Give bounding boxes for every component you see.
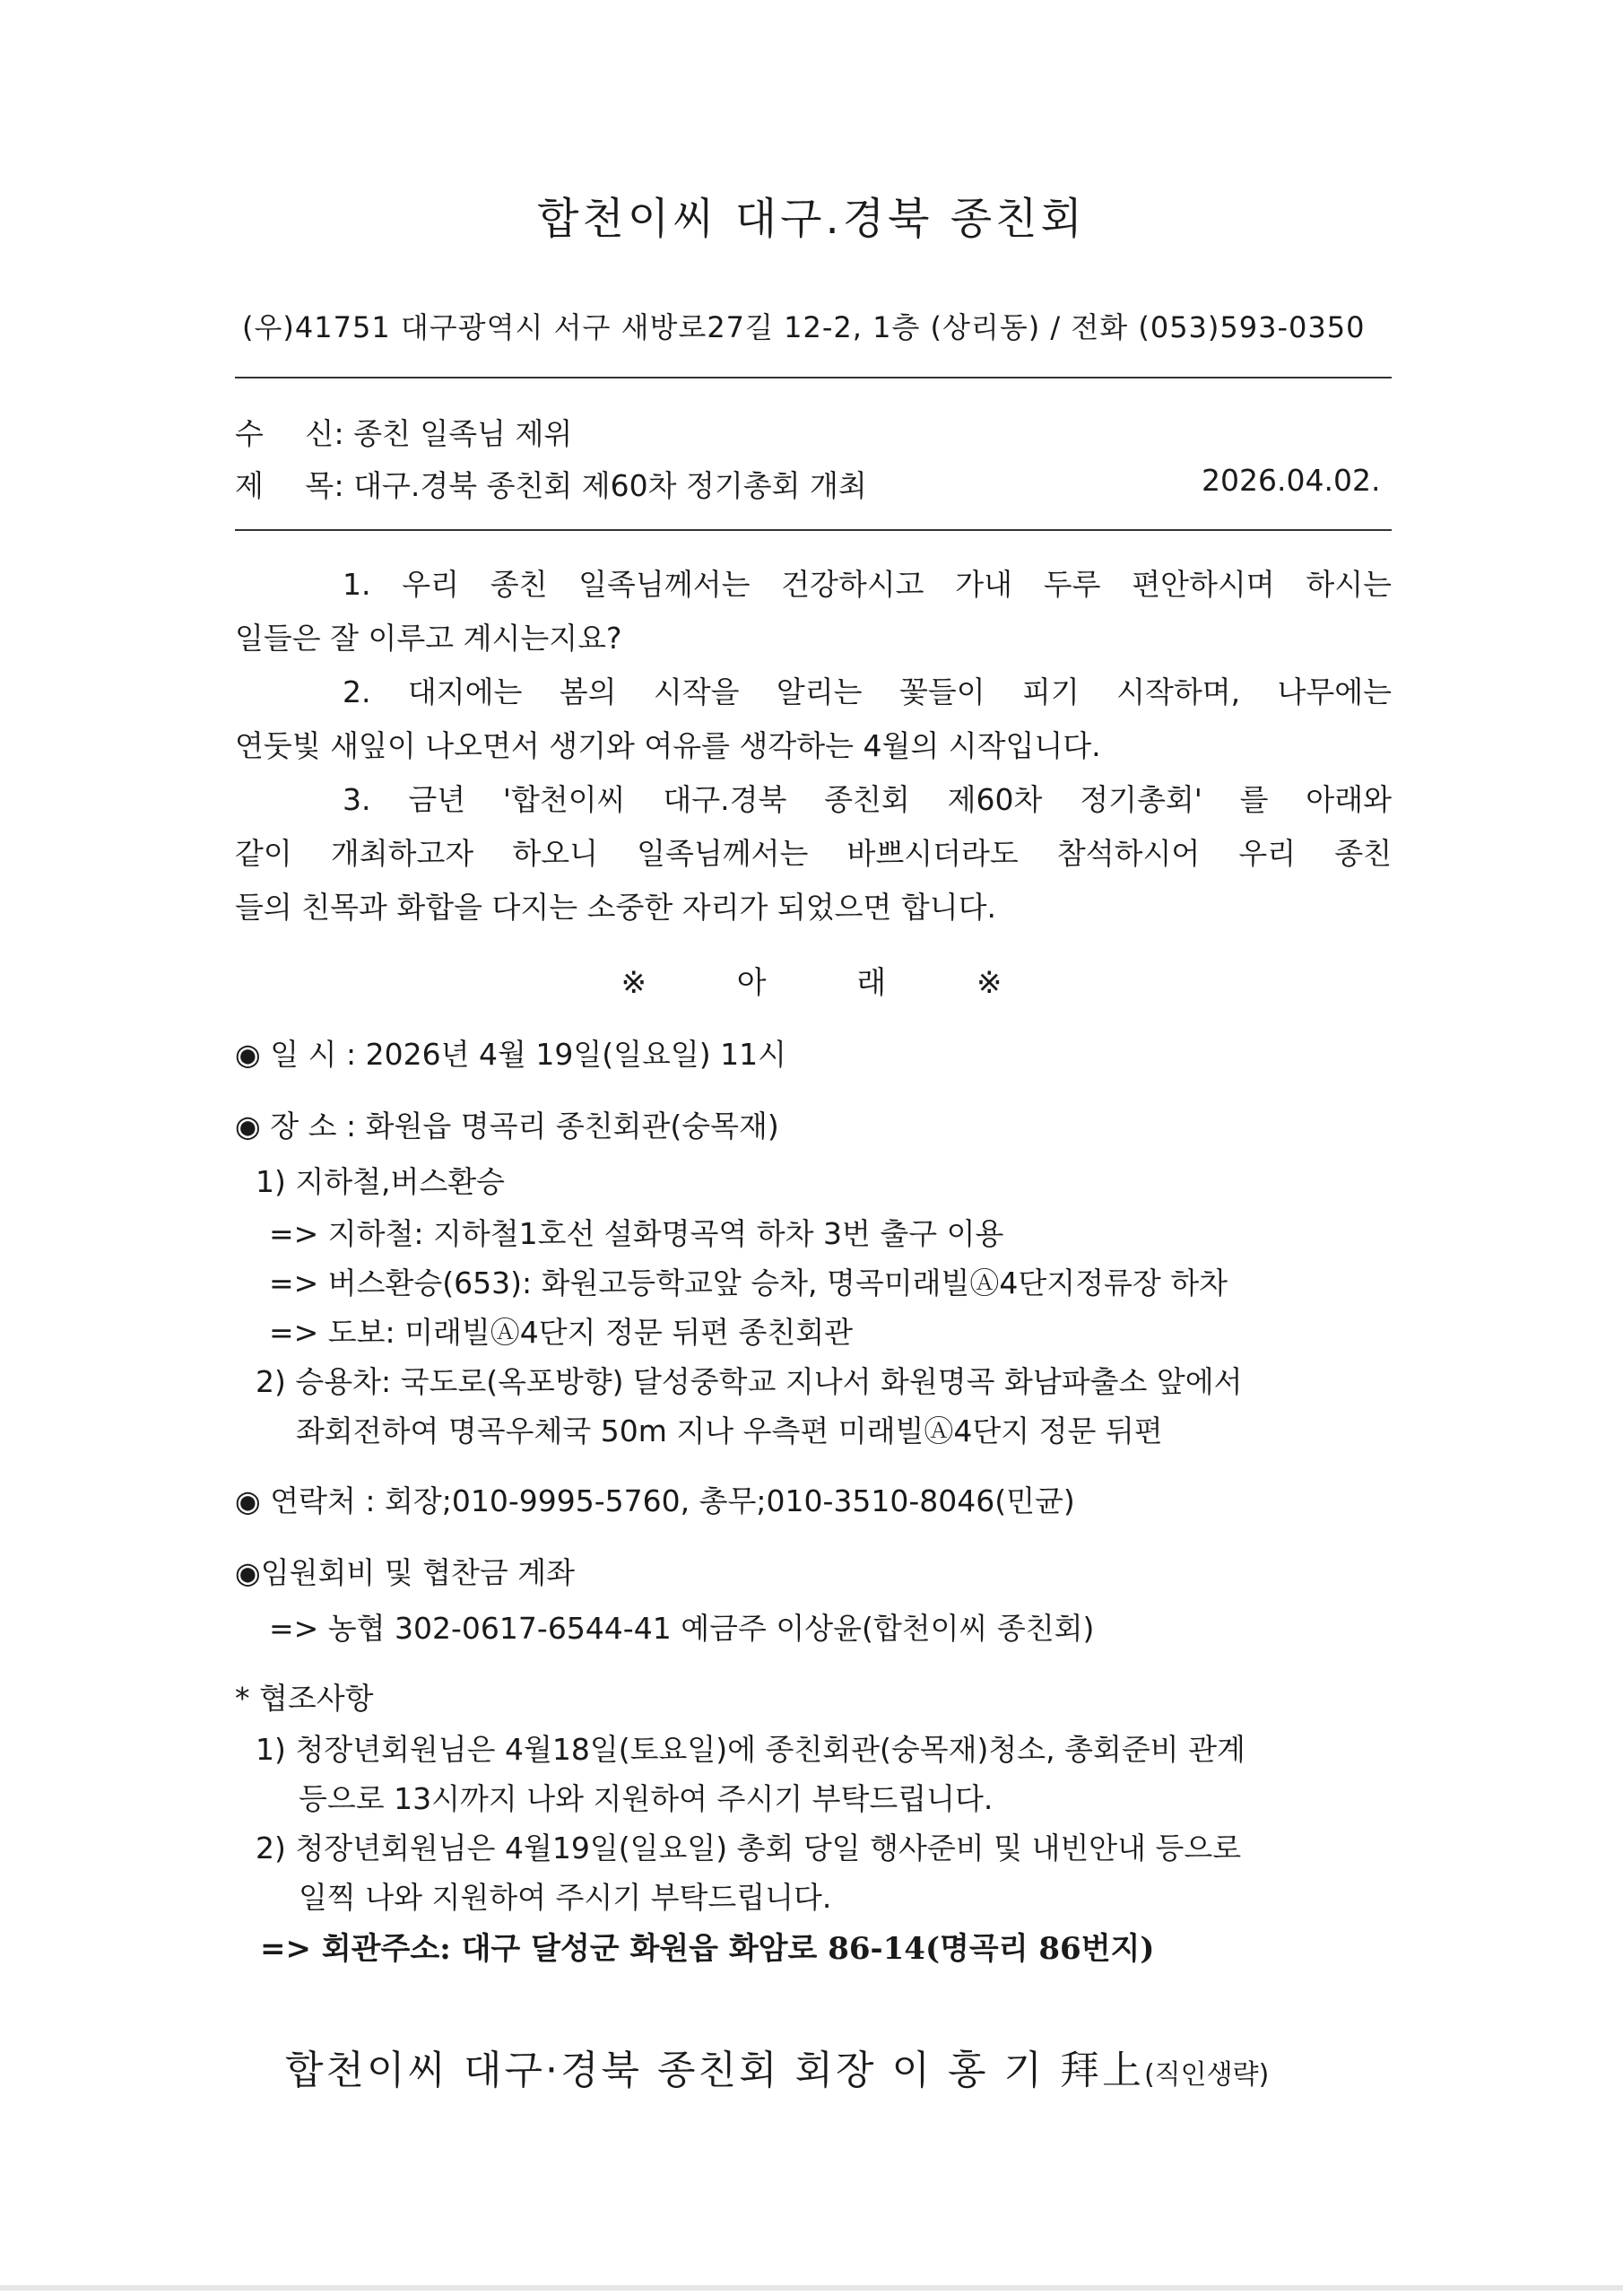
signature-note: (직인생략) <box>1143 2059 1270 2091</box>
cooperation-item-1b: 등으로 13시까지 나와 지원하여 주시기 부탁드립니다. <box>299 1781 994 1816</box>
subject-divider <box>235 529 1392 531</box>
signature-line <box>285 2038 1269 2095</box>
account-header: ◉임원회비 및 협찬금 계좌 <box>235 1555 576 1590</box>
header-divider <box>235 377 1392 378</box>
cooperation-item-1a: 1) 청장년회원님은 4월18일(토요일)에 종친회관(숭목재)청소, 총회준비 관계 <box>256 1732 1245 1767</box>
bus-directions: => 버스환승(653): 화원고등학교앞 승차, 명곡미래빌Ⓐ4단지정류장 하차 <box>269 1265 1228 1300</box>
organization-address: (우)41751 대구광역시 서구 새방로27길 12-2, 1층 (상리동) / 전화 (053)593-0350 <box>242 310 1366 344</box>
body-line: 일들은 잘 이루고 계시는지요? <box>235 621 622 656</box>
signature-main: 합천이씨 대구·경북 종친회 회장 이 홍 기 拜上 <box>285 2048 1144 2093</box>
document-title: 합천이씨 대구.경북 종친회 <box>537 194 1086 244</box>
cooperation-header: * 협조사항 <box>235 1681 374 1716</box>
document-date: 2026.04.02. <box>1202 463 1381 498</box>
cooperation-item-2b: 일찍 나와 지원하여 주시기 부탁드립니다. <box>299 1880 832 1915</box>
car-directions-1: 2) 승용차: 국도로(옥포방향) 달성중학교 지나서 화원명곡 화남파출소 앞에서 <box>256 1364 1243 1399</box>
scan-edge <box>0 2285 1623 2291</box>
car-directions-2: 좌회전하여 명곡우체국 50m 지나 우측편 미래빌Ⓐ4단지 정문 뒤편 <box>296 1413 1163 1448</box>
hall-address: => 회관주소: 대구 달성군 화원읍 화암로 86-14(명곡리 86번지) <box>260 1931 1155 1967</box>
body-line: 2. 대지에는 봄의 시작을 알리는 꽃들이 피기 시작하며, 나무에는 <box>343 674 1392 709</box>
subject-value: : 대구.경북 종친회 제60차 정기총회 개최 <box>334 468 867 503</box>
subject-line <box>235 463 867 505</box>
body-line: 들의 친목과 화합을 다지는 소중한 자리가 되었으면 합니다. <box>235 890 996 925</box>
subject-label: 제 목 <box>235 468 351 503</box>
cooperation-item-2a: 2) 청장년회원님은 4월19일(일요일) 총회 당일 행사준비 및 내빈안내 등으로 <box>256 1831 1242 1866</box>
event-place: ◉ 장 소 : 화원읍 명곡리 종친회관(숭목재) <box>235 1109 779 1144</box>
body-line: 같이 개최하고자 하오니 일족님께서는 바쁘시더라도 참석하시어 우리 종친 <box>235 836 1392 871</box>
recipient-label: 수 신 <box>235 416 351 451</box>
event-datetime: ◉ 일 시 : 2026년 4월 19일(일요일) 11시 <box>235 1037 786 1072</box>
subway-directions: => 지하철: 지하철1호선 설화명곡역 하차 3번 출구 이용 <box>269 1216 1004 1251</box>
recipient-line <box>235 411 572 453</box>
notice-mark: ※ 아 래 ※ <box>621 965 1002 1001</box>
body-line: 3. 금년 '합천이씨 대구.경북 종친회 제60차 정기총회' 를 아래와 <box>343 782 1392 817</box>
transit-header: 1) 지하철,버스환승 <box>256 1164 505 1199</box>
contact-info: ◉ 연락처 : 회장;010-9995-5760, 총무;010-3510-8046(민균) <box>235 1483 1075 1518</box>
body-line: 연둣빛 새잎이 나오면서 생기와 여유를 생각하는 4월의 시작입니다. <box>235 728 1101 763</box>
recipient-value: : 종친 일족님 제위 <box>334 416 573 451</box>
walk-directions: => 도보: 미래빌Ⓐ4단지 정문 뒤편 종친회관 <box>269 1315 854 1350</box>
account-info: => 농협 302-0617-6544-41 예금주 이상윤(합천이씨 종친회) <box>269 1611 1095 1646</box>
body-line: 1. 우리 종친 일족님께서는 건강하시고 가내 두루 편안하시며 하시는 <box>343 567 1392 602</box>
